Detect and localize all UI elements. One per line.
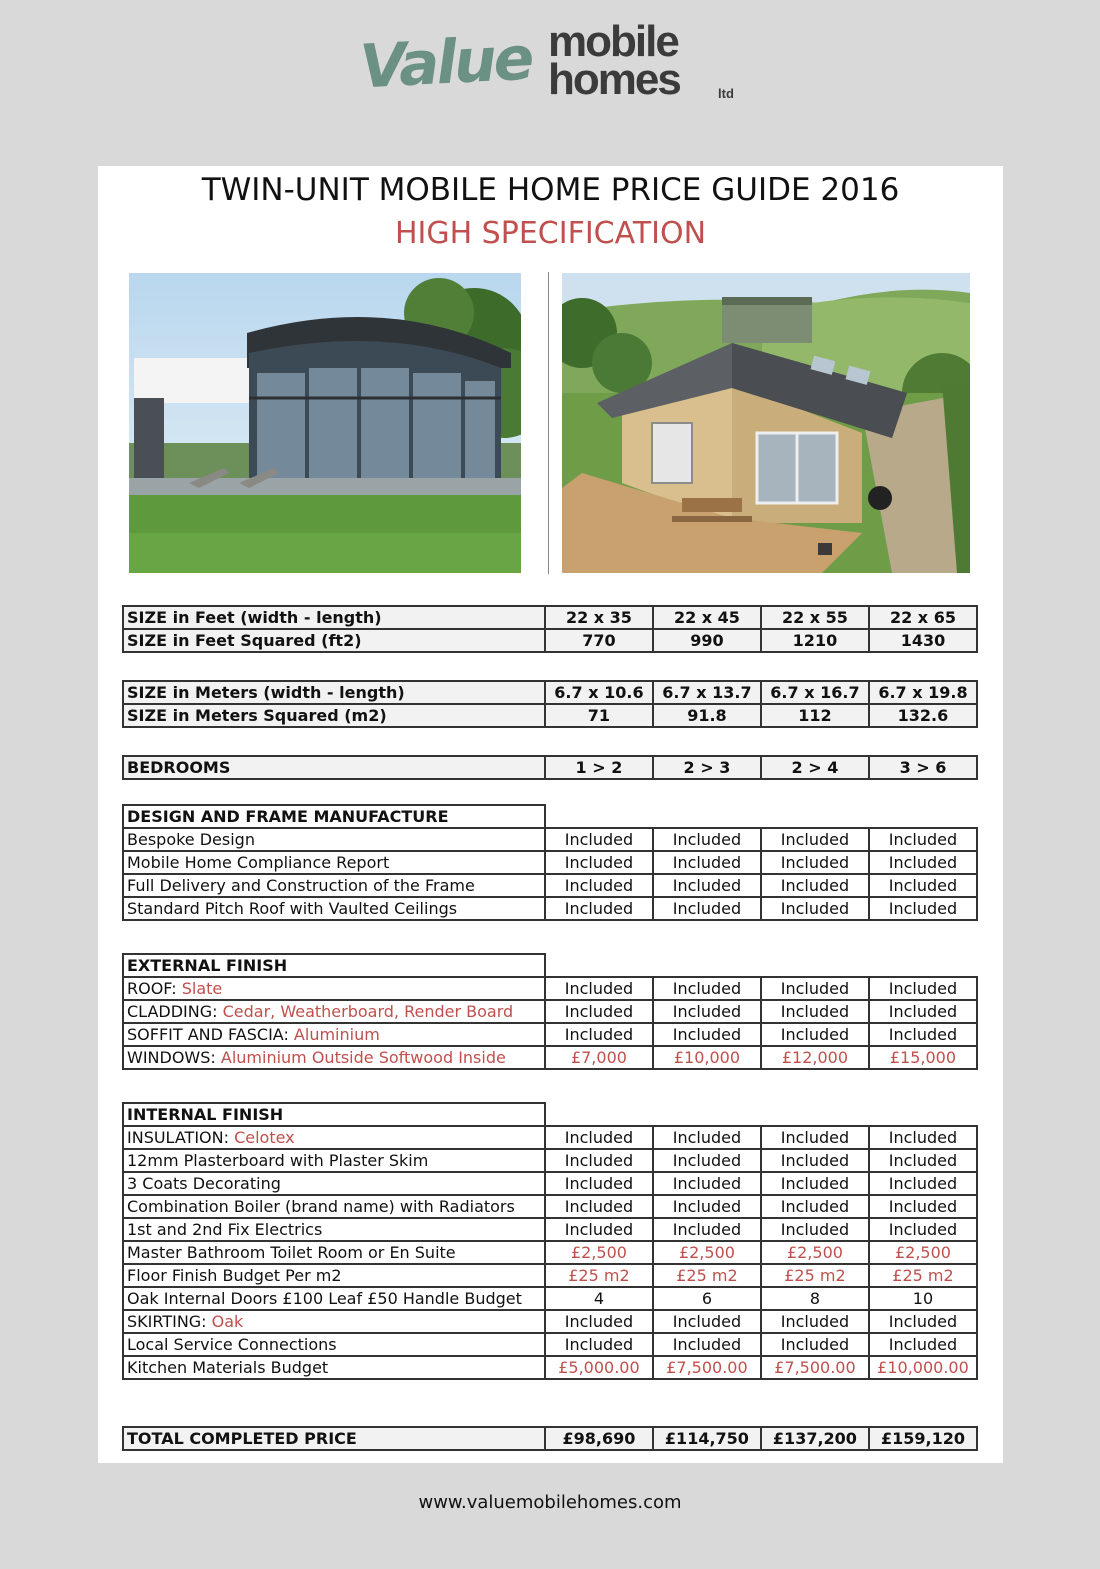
row-label: 3 Coats Decorating bbox=[123, 1172, 545, 1195]
cell-value: Included bbox=[545, 874, 653, 897]
label-accent: Aluminium Outside Softwood Inside bbox=[220, 1048, 506, 1067]
table-row bbox=[123, 704, 977, 727]
cell-value: £7,500.00 bbox=[761, 1356, 869, 1379]
cell-value: 22 x 65 bbox=[869, 606, 977, 629]
cell-value: Included bbox=[653, 1333, 761, 1356]
cell-value: 1210 bbox=[761, 629, 869, 652]
table-row bbox=[123, 1126, 977, 1149]
cell-value: Included bbox=[653, 1023, 761, 1046]
row-label: Combination Boiler (brand name) with Radiators bbox=[123, 1195, 545, 1218]
cell-value: £25 m2 bbox=[869, 1264, 977, 1287]
cell-value: Included bbox=[545, 1000, 653, 1023]
label-text: INSULATION: bbox=[127, 1128, 235, 1147]
cell-value: Included bbox=[761, 874, 869, 897]
cell-value: Included bbox=[545, 1195, 653, 1218]
row-label bbox=[123, 1023, 545, 1046]
cell-value: £10,000.00 bbox=[869, 1356, 977, 1379]
cell-value: Included bbox=[653, 828, 761, 851]
cell-value: Included bbox=[545, 1023, 653, 1046]
row-label: Standard Pitch Roof with Vaulted Ceilings bbox=[123, 897, 545, 920]
section-heading-row bbox=[123, 805, 977, 828]
cell-value: Included bbox=[869, 1333, 977, 1356]
row-label: Local Service Connections bbox=[123, 1333, 545, 1356]
label-text: SOFFIT AND FASCIA: bbox=[127, 1025, 294, 1044]
cell-value: Included bbox=[545, 828, 653, 851]
row-label: Mobile Home Compliance Report bbox=[123, 851, 545, 874]
label-text: CLADDING: bbox=[127, 1002, 223, 1021]
logo-value-text: Value bbox=[358, 23, 533, 103]
cell-value: 6.7 x 19.8 bbox=[869, 681, 977, 704]
table-row bbox=[123, 897, 977, 920]
row-label: Master Bathroom Toilet Room or En Suite bbox=[123, 1241, 545, 1264]
cell-value: Included bbox=[653, 1000, 761, 1023]
table-row bbox=[123, 977, 977, 1000]
cell-value: Included bbox=[545, 1218, 653, 1241]
cell-value: 770 bbox=[545, 629, 653, 652]
cell-value: 91.8 bbox=[653, 704, 761, 727]
section-heading: EXTERNAL FINISH bbox=[123, 954, 545, 977]
table-row bbox=[123, 1000, 977, 1023]
cell-value: Included bbox=[653, 1126, 761, 1149]
total-value: £137,200 bbox=[761, 1427, 869, 1450]
label-accent: Aluminium bbox=[293, 1025, 380, 1044]
cell-value: £5,000.00 bbox=[545, 1356, 653, 1379]
cell-value: Included bbox=[761, 977, 869, 1000]
cell-value: Included bbox=[761, 828, 869, 851]
cell-value: Included bbox=[545, 1149, 653, 1172]
total-value: £114,750 bbox=[653, 1427, 761, 1450]
section-heading: DESIGN AND FRAME MANUFACTURE bbox=[123, 805, 545, 828]
row-label: Kitchen Materials Budget bbox=[123, 1356, 545, 1379]
row-label bbox=[123, 1126, 545, 1149]
cell-value: £2,500 bbox=[545, 1241, 653, 1264]
row-label: TOTAL COMPLETED PRICE bbox=[123, 1427, 545, 1450]
label-accent: Cedar, Weatherboard, Render Board bbox=[222, 1002, 514, 1021]
cell-value: Included bbox=[869, 897, 977, 920]
row-label: SIZE in Meters Squared (m2) bbox=[123, 704, 545, 727]
cell-value: Included bbox=[869, 1000, 977, 1023]
cell-value: Included bbox=[869, 1195, 977, 1218]
photo-divider bbox=[548, 272, 549, 574]
cell-value: 2 > 3 bbox=[653, 756, 761, 779]
page-subtitle: HIGH SPECIFICATION bbox=[394, 216, 707, 251]
cell-value: £25 m2 bbox=[545, 1264, 653, 1287]
row-label bbox=[123, 1310, 545, 1333]
section-heading-row bbox=[123, 1103, 977, 1126]
cell-value: Included bbox=[761, 1333, 869, 1356]
logo-homes-text: homes bbox=[548, 55, 680, 104]
row-label: Bespoke Design bbox=[123, 828, 545, 851]
cell-value: Included bbox=[761, 1172, 869, 1195]
timber-home-photo bbox=[562, 273, 970, 573]
cell-value: Included bbox=[761, 1218, 869, 1241]
table-row bbox=[123, 851, 977, 874]
cell-value: Included bbox=[761, 1149, 869, 1172]
cell-value: £15,000 bbox=[869, 1046, 977, 1069]
table-row bbox=[123, 681, 977, 704]
row-label: 1st and 2nd Fix Electrics bbox=[123, 1218, 545, 1241]
row-label: SIZE in Feet (width - length) bbox=[123, 606, 545, 629]
cell-value: Included bbox=[869, 828, 977, 851]
table-row bbox=[123, 1264, 977, 1287]
row-label bbox=[123, 1046, 545, 1069]
row-label: SIZE in Meters (width - length) bbox=[123, 681, 545, 704]
table-row bbox=[123, 874, 977, 897]
cell-value: 10 bbox=[869, 1287, 977, 1310]
design-frame-table bbox=[122, 804, 978, 921]
cell-value: 22 x 45 bbox=[653, 606, 761, 629]
label-text: ROOF: bbox=[127, 979, 182, 998]
cell-value: Included bbox=[869, 1126, 977, 1149]
table-row bbox=[123, 1333, 977, 1356]
cell-value: 4 bbox=[545, 1287, 653, 1310]
label-text: WINDOWS: bbox=[127, 1048, 221, 1067]
table-row bbox=[123, 1310, 977, 1333]
total-value: £98,690 bbox=[545, 1427, 653, 1450]
cell-value: 3 > 6 bbox=[869, 756, 977, 779]
cell-value: £7,000 bbox=[545, 1046, 653, 1069]
cell-value: Included bbox=[761, 1000, 869, 1023]
row-label bbox=[123, 1000, 545, 1023]
cell-value: £12,000 bbox=[761, 1046, 869, 1069]
cell-value: 6.7 x 10.6 bbox=[545, 681, 653, 704]
size-feet-table bbox=[122, 605, 978, 653]
cell-value: 6 bbox=[653, 1287, 761, 1310]
section-heading: INTERNAL FINISH bbox=[123, 1103, 545, 1126]
total-value: £159,120 bbox=[869, 1427, 977, 1450]
cell-value: 22 x 35 bbox=[545, 606, 653, 629]
cell-value: Included bbox=[761, 1023, 869, 1046]
cell-value: Included bbox=[761, 851, 869, 874]
row-label: Oak Internal Doors £100 Leaf £50 Handle Budget bbox=[123, 1287, 545, 1310]
cell-value: 990 bbox=[653, 629, 761, 652]
cell-value: Included bbox=[545, 851, 653, 874]
cell-value: £25 m2 bbox=[653, 1264, 761, 1287]
row-label: SIZE in Feet Squared (ft2) bbox=[123, 629, 545, 652]
cell-value: Included bbox=[653, 1149, 761, 1172]
cell-value: Included bbox=[545, 1310, 653, 1333]
table-row bbox=[123, 1287, 977, 1310]
label-accent: Celotex bbox=[234, 1128, 295, 1147]
cell-value: Included bbox=[761, 1126, 869, 1149]
total-row bbox=[123, 1427, 977, 1450]
cell-value: 6.7 x 16.7 bbox=[761, 681, 869, 704]
table-row bbox=[123, 756, 977, 779]
row-label bbox=[123, 977, 545, 1000]
table-row bbox=[123, 629, 977, 652]
cell-value: Included bbox=[653, 851, 761, 874]
cell-value: Included bbox=[545, 1333, 653, 1356]
label-accent: Oak bbox=[211, 1312, 244, 1331]
label-text: SKIRTING: bbox=[127, 1312, 212, 1331]
external-finish-table bbox=[122, 953, 978, 1070]
cell-value: Included bbox=[653, 897, 761, 920]
table-row bbox=[123, 1172, 977, 1195]
table-row bbox=[123, 1218, 977, 1241]
cell-value: £25 m2 bbox=[761, 1264, 869, 1287]
cell-value: Included bbox=[653, 977, 761, 1000]
table-row bbox=[123, 1356, 977, 1379]
website-url: www.valuemobilehomes.com bbox=[418, 1492, 682, 1513]
cell-value: 2 > 4 bbox=[761, 756, 869, 779]
logo-mobile-text: mobile bbox=[548, 17, 678, 66]
cell-value: £2,500 bbox=[761, 1241, 869, 1264]
logo-ltd-text: ltd bbox=[718, 86, 734, 101]
cell-value: Included bbox=[545, 1172, 653, 1195]
table-row bbox=[123, 1149, 977, 1172]
cell-value: £2,500 bbox=[653, 1241, 761, 1264]
table-row bbox=[123, 828, 977, 851]
cell-value: Included bbox=[869, 1218, 977, 1241]
bedrooms-table bbox=[122, 755, 978, 780]
cell-value: Included bbox=[545, 1126, 653, 1149]
table-row bbox=[123, 1195, 977, 1218]
modern-home-photo bbox=[129, 273, 521, 573]
company-logo bbox=[358, 17, 750, 112]
section-heading-row bbox=[123, 954, 977, 977]
cell-value: Included bbox=[653, 1310, 761, 1333]
cell-value: £2,500 bbox=[869, 1241, 977, 1264]
row-label: 12mm Plasterboard with Plaster Skim bbox=[123, 1149, 545, 1172]
cell-value: Included bbox=[869, 874, 977, 897]
cell-value: Included bbox=[653, 874, 761, 897]
cell-value: £7,500.00 bbox=[653, 1356, 761, 1379]
cell-value: 112 bbox=[761, 704, 869, 727]
table-row bbox=[123, 1023, 977, 1046]
cell-value: Included bbox=[545, 977, 653, 1000]
cell-value: 71 bbox=[545, 704, 653, 727]
total-price-table bbox=[122, 1426, 978, 1451]
cell-value: Included bbox=[761, 897, 869, 920]
cell-value: 22 x 55 bbox=[761, 606, 869, 629]
cell-value: 1 > 2 bbox=[545, 756, 653, 779]
cell-value: Included bbox=[869, 1172, 977, 1195]
cell-value: Included bbox=[545, 897, 653, 920]
cell-value: Included bbox=[653, 1218, 761, 1241]
cell-value: Included bbox=[653, 1172, 761, 1195]
table-row bbox=[123, 1046, 977, 1069]
cell-value: Included bbox=[761, 1195, 869, 1218]
cell-value: Included bbox=[761, 1310, 869, 1333]
cell-value: Included bbox=[869, 1149, 977, 1172]
label-accent: Slate bbox=[181, 979, 223, 998]
cell-value: Included bbox=[653, 1195, 761, 1218]
cell-value: 8 bbox=[761, 1287, 869, 1310]
cell-value: 1430 bbox=[869, 629, 977, 652]
cell-value: £10,000 bbox=[653, 1046, 761, 1069]
cell-value: Included bbox=[869, 851, 977, 874]
row-label: Floor Finish Budget Per m2 bbox=[123, 1264, 545, 1287]
cell-value: 6.7 x 13.7 bbox=[653, 681, 761, 704]
table-row bbox=[123, 606, 977, 629]
table-row bbox=[123, 1241, 977, 1264]
cell-value: Included bbox=[869, 1310, 977, 1333]
size-meters-table bbox=[122, 680, 978, 728]
price-guide-sheet bbox=[98, 166, 1003, 1463]
internal-finish-table bbox=[122, 1102, 978, 1380]
row-label: Full Delivery and Construction of the Frame bbox=[123, 874, 545, 897]
cell-value: 132.6 bbox=[869, 704, 977, 727]
row-label: BEDROOMS bbox=[123, 756, 545, 779]
cell-value: Included bbox=[869, 977, 977, 1000]
page-title: TWIN-UNIT MOBILE HOME PRICE GUIDE 2016 bbox=[201, 172, 900, 208]
cell-value: Included bbox=[869, 1023, 977, 1046]
